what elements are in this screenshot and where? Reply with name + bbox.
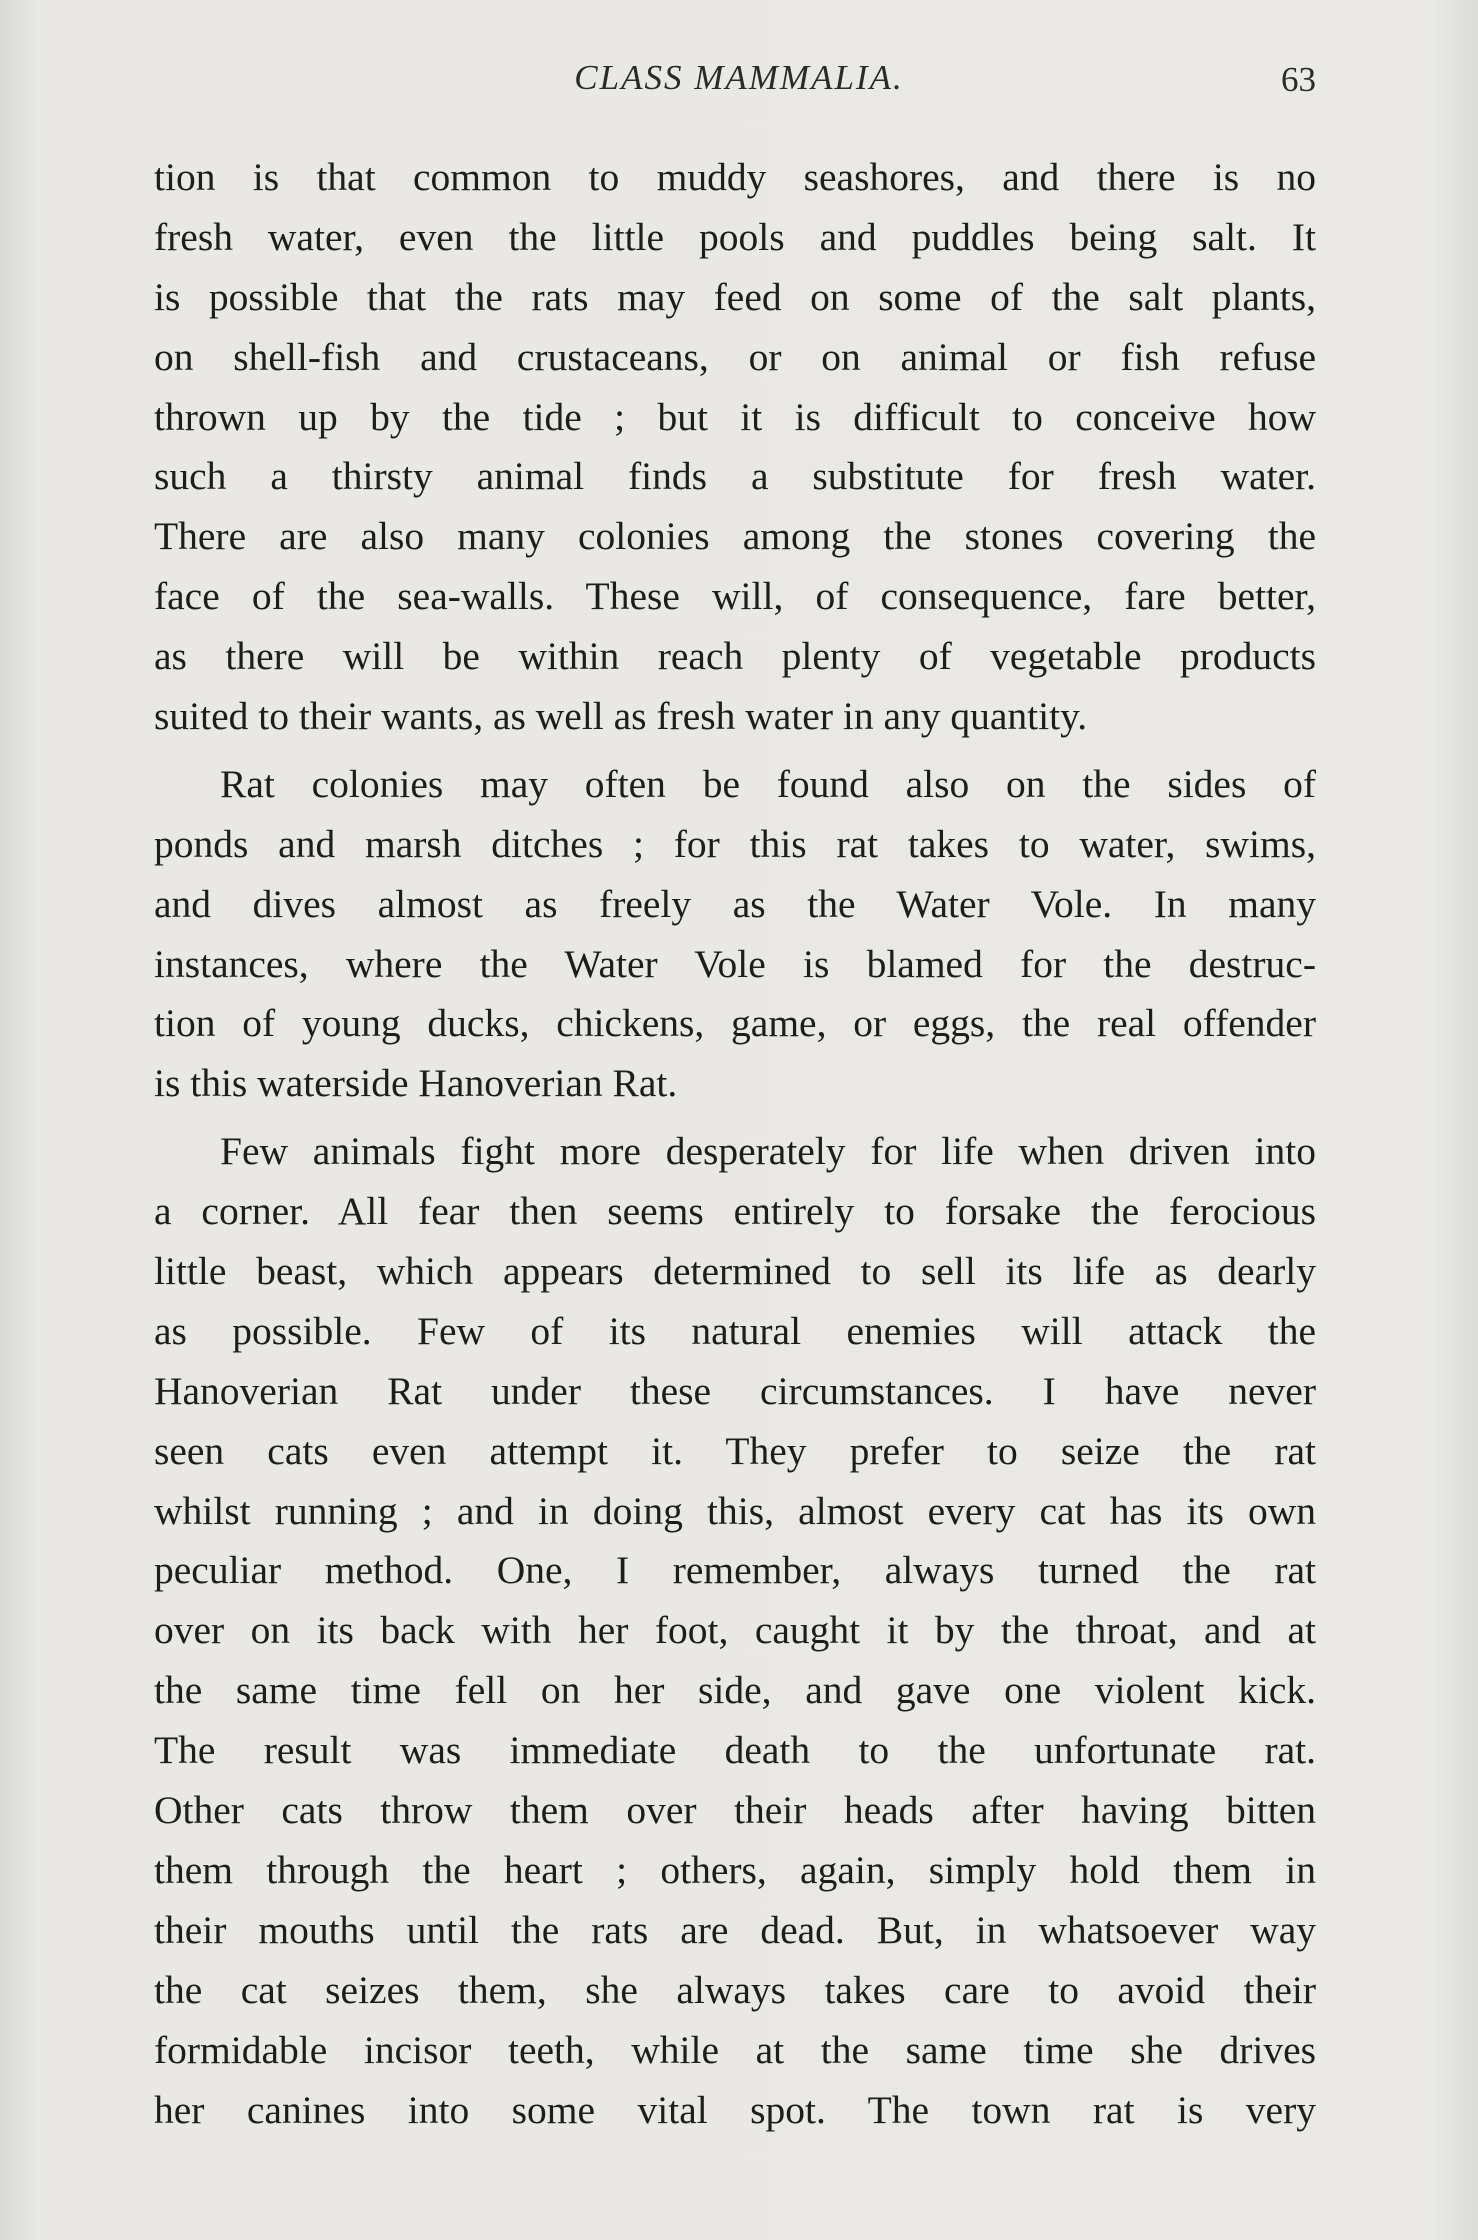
page-number: 63 <box>1281 60 1316 99</box>
text-line: whilst running ; and in doing this, almost every cat has its own <box>154 1488 1316 1533</box>
text-line: Rat colonies may often be found also on the sides of <box>220 761 1316 806</box>
text-line: suited to their wants, as well as fresh water in any quantity. <box>154 694 1088 739</box>
text-line: little beast, which appears determined to sell its life as dearly <box>154 1249 1316 1294</box>
text-line: Other cats throw them over their heads after having bitten <box>154 1788 1316 1833</box>
text-line: is this waterside Hanoverian Rat. <box>154 1061 678 1106</box>
text-line: Hanoverian Rat under these circumstances. I have never <box>154 1368 1316 1413</box>
text-line: on shell-fish and crustaceans, or on animal or fish refuse <box>154 334 1316 379</box>
text-line: is possible that the rats may feed on some of the salt plants, <box>154 274 1316 319</box>
paragraph-gap <box>154 747 1316 755</box>
text-line: as possible. Few of its natural enemies will attack the <box>154 1308 1316 1353</box>
running-title: CLASS MAMMALIA. <box>574 58 904 97</box>
text-line: over on its back with her foot, caught it by the throat, and at <box>154 1608 1316 1653</box>
text-line: them through the heart ; others, again, simply hold them in <box>154 1847 1316 1892</box>
text-line: and dives almost as freely as the Water Vole. In many <box>154 881 1316 926</box>
text-line: the same time fell on her side, and gave one violent kick. <box>154 1668 1316 1713</box>
text-line: thrown up by the tide ; but it is difficult to conceive how <box>154 394 1316 439</box>
text-line: tion of young ducks, chickens, game, or eggs, the real offender <box>154 1001 1316 1046</box>
text-line: seen cats even attempt it. They prefer to seize the rat <box>154 1428 1316 1473</box>
paragraph <box>154 1122 1316 2140</box>
text-line: their mouths until the rats are dead. But, in whatsoever way <box>154 1907 1316 1952</box>
text-line: face of the sea-walls. These will, of consequence, fare better, <box>154 574 1316 619</box>
text-line: Few animals fight more desperately for life when driven into <box>220 1129 1316 1174</box>
text-line: her canines into some vital spot. The town rat is very <box>154 2087 1316 2132</box>
paragraph <box>154 148 1316 747</box>
text-line: The result was immediate death to the unfortunate rat. <box>154 1728 1316 1773</box>
body-text <box>154 148 1316 2140</box>
running-head <box>0 58 1478 118</box>
text-line: as there will be within reach plenty of vegetable products <box>154 634 1316 679</box>
text-line: instances, where the Water Vole is blamed for the destruc- <box>154 941 1316 986</box>
text-line: fresh water, even the little pools and puddles being salt. It <box>154 214 1316 259</box>
text-line: the cat seizes them, she always takes care to avoid their <box>154 1967 1316 2012</box>
paragraph-gap <box>154 1114 1316 1122</box>
text-line: tion is that common to muddy seashores, and there is no <box>154 155 1316 199</box>
text-line: There are also many colonies among the stones covering the <box>154 514 1316 559</box>
text-line: peculiar method. One, I remember, always turned the rat <box>154 1548 1316 1593</box>
text-line: formidable incisor teeth, while at the same time she drives <box>154 2027 1316 2072</box>
text-line: ponds and marsh ditches ; for this rat takes to water, swims, <box>154 821 1316 866</box>
text-line: such a thirsty animal finds a substitute for fresh water. <box>154 454 1316 499</box>
text-line: a corner. All fear then seems entirely to forsake the ferocious <box>154 1189 1316 1234</box>
paragraph <box>154 755 1316 1114</box>
